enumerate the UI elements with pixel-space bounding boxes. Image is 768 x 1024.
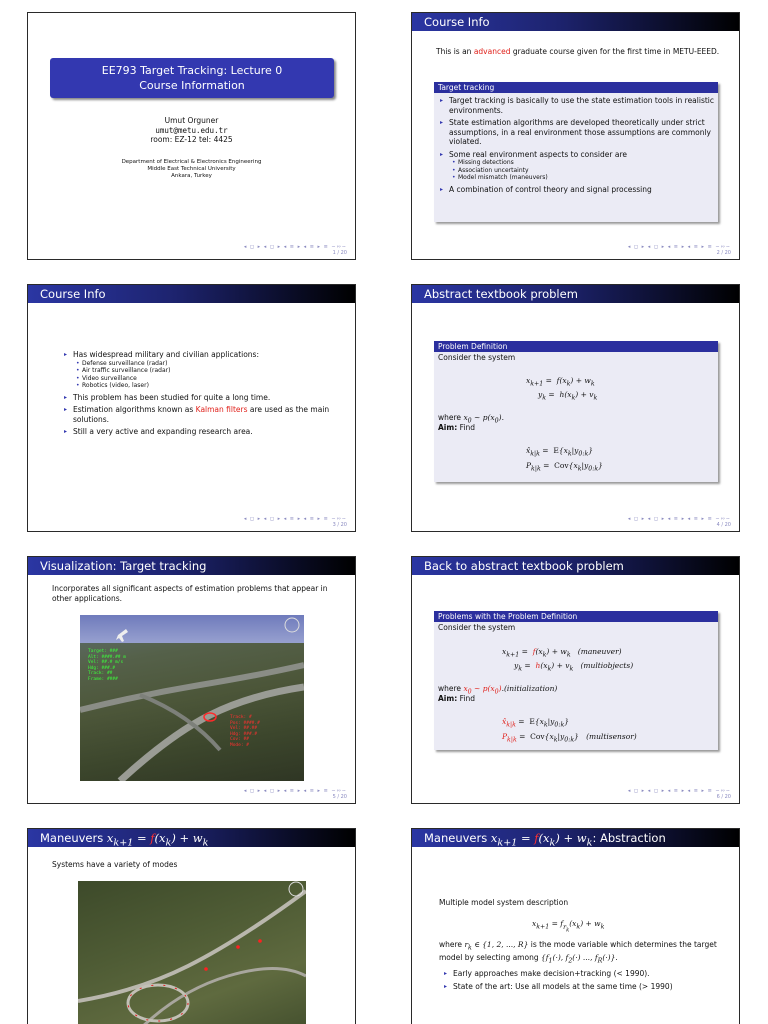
tracking-visualization-image [80, 615, 304, 781]
header-text: Maneuvers [40, 831, 104, 845]
covariance-equation: $P_{k|k} = Cov\{x_k|y_{0:k}\}$ [526, 461, 603, 473]
bullet-text: Has widespread military and civilian applications: [73, 350, 259, 359]
slide-header: Abstract textbook problem [412, 285, 739, 303]
block-title: Target tracking [434, 82, 718, 93]
block-title: Problems with the Problem Definition [434, 611, 718, 622]
bullet-item: ▸ State estimation algorithms are developed theoretically under strict assumptions, in a real environment those assumptions are commonly violated. [438, 118, 715, 147]
university: Middle East Technical University [147, 166, 236, 172]
city: Ankara, Turkey [171, 173, 212, 179]
sub-bullet-item: • Air traffic surveillance (radar) [73, 367, 342, 375]
sub-bullet-item: • Association uncertainty [449, 167, 715, 175]
bullet-item: ▸ A combination of control theory and signal processing [438, 185, 715, 195]
page-number: 5 / 20 [332, 794, 347, 800]
where-text-a: where [439, 940, 463, 949]
bullet-item: ▸ This problem has been studied for quite a long time. [62, 393, 342, 403]
measurement-equation: $y_k = h(x_k) + v_k$ [538, 390, 598, 402]
beamer-nav-icons[interactable]: ◂ ◻ ▸ ◂ ◻ ▸ ◂ ≡ ▸ ◂ ≡ ▸ ≡ ∽∾∽ [627, 516, 731, 522]
intro-text-a: This is an [436, 47, 474, 56]
problems-block [434, 611, 718, 750]
slide-2-course-info [411, 12, 740, 260]
beamer-nav-icons[interactable]: ◂ ◻ ▸ ◂ ◻ ▸ ◂ ≡ ▸ ◂ ≡ ▸ ≡ ∽∾∽ [243, 788, 347, 794]
covariance-equation: $P_{k|k} = Cov\{x_k|y_{0:k}\}$ (multisensor) [502, 732, 637, 744]
slide-6-back-to-problem [411, 556, 740, 804]
multisensor-note: (multisensor) [586, 732, 637, 741]
slide-7-maneuvers [27, 828, 356, 1024]
maneuver-aerial-image [78, 881, 306, 1024]
mode-variable-text: where $r_k$ ∈ {1, 2, ..., R} is the mode variable which determines the target model by selecting among {$f_1(\cdot)$, $f_2(\cdot)$ ..., $f_R(\cdot)$}. [439, 940, 717, 965]
intro-text: Incorporates all significant aspects of estimation problems that appear in other applications. [52, 584, 328, 603]
beamer-nav-icons[interactable]: ◂ ◻ ▸ ◂ ◻ ▸ ◂ ≡ ▸ ◂ ≡ ▸ ≡ ∽∾∽ [243, 516, 347, 522]
bullet-item: ▸ Still a very active and expanding research area. [62, 427, 342, 437]
bullet-list [438, 96, 715, 194]
bullet-list [442, 969, 732, 991]
slide-header: Maneuvers $x_{k+1} = f(x_k) + w_k$ [28, 829, 355, 847]
aim-label: Aim: [438, 423, 458, 432]
where-text-b: is the mode variable which determines the target model by selecting among [439, 940, 717, 962]
intro-highlight: advanced [473, 47, 511, 56]
slide-header: Course Info [412, 13, 739, 31]
sub-bullet-item: • Missing detections [449, 159, 715, 167]
slide-header: Maneuvers $x_{k+1} = f(x_k) + w_k$: Abstraction [412, 829, 739, 847]
slide-3-course-info [27, 284, 356, 532]
description-text: Multiple model system description [439, 898, 569, 907]
author-room: room: EZ-12 tel: 4425 [150, 135, 233, 144]
beamer-nav-icons[interactable]: ◂ ◻ ▸ ◂ ◻ ▸ ◂ ≡ ▸ ◂ ≡ ▸ ≡ ∽∾∽ [243, 244, 347, 250]
kalman-highlight: Kalman filters [195, 405, 248, 414]
prior-text: where $x_0$ ~ $p(x_0).(initialization)$ [438, 684, 558, 696]
where-text: where [438, 684, 462, 693]
bullet-text: Some real environment aspects to consider are [449, 149, 627, 159]
bullet-text-b: are used as the main solutions. [73, 405, 330, 424]
sub-bullet-item: • Video surveillance [73, 375, 342, 383]
sub-bullet-item: • Model mismatch (maneuvers) [449, 174, 715, 182]
aim-text [438, 423, 475, 433]
bullet-list [62, 350, 342, 437]
red-overlay-readout: Track: # Pos: ####.# Vel: ##.## Hdg: ###.# Cov: ## Mode: # [230, 715, 260, 748]
lecture-subtitle: Course Information [139, 79, 245, 92]
target-tracking-block [434, 82, 718, 222]
prior-text: where $x_0$ ~ $p(x_0)$. [438, 413, 504, 425]
slide-header: Course Info [28, 285, 355, 303]
terrain-drawing [80, 615, 304, 781]
maneuver-note: (maneuver) [577, 647, 622, 656]
slide-1-title [27, 12, 356, 260]
problem-definition-block [434, 341, 718, 482]
sub-bullet-item: • Defense surveillance (radar) [73, 360, 342, 368]
lecture-title: EE793 Target Tracking: Lecture 0 [101, 64, 283, 77]
bullet-item: ▸ State of the art: Use all models at the same time (> 1990) [442, 982, 732, 992]
beamer-nav-icons[interactable]: ◂ ◻ ▸ ◂ ◻ ▸ ◂ ≡ ▸ ◂ ≡ ▸ ≡ ∽∾∽ [627, 788, 731, 794]
measurement-equation: $y_k = h(x_k) + v_k$ (multiobjects) [514, 661, 634, 673]
find-text: Find [459, 694, 475, 703]
sub-bullet-list [449, 159, 715, 182]
sub-bullet-item: • Robotics (video, laser) [73, 382, 342, 390]
author-block [28, 116, 355, 145]
bullet-item: ▸ Target tracking is basically to use the state estimation tools in realistic environments. [438, 96, 715, 115]
block-title: Problem Definition [434, 341, 718, 352]
sub-bullet-list [73, 360, 342, 390]
estimate-equation: $x̂_{k|k} = E\{x_k|y_{0:k}\}$ [526, 446, 594, 458]
multiobjects-note: (multiobjects) [580, 661, 634, 670]
state-equation: $x_{k+1} = f(x_k) + w_k$ (maneuver) [502, 647, 622, 659]
department-block [28, 159, 355, 180]
intro-text-b: graduate course given for the first time in METU-EEED. [510, 47, 720, 56]
aim-text [438, 694, 475, 704]
estimate-equation: $x̂_{k|k} = E\{x_k|y_{0:k}\}$ [502, 717, 570, 729]
page-number: 2 / 20 [716, 250, 731, 256]
slide-header: Visualization: Target tracking [28, 557, 355, 575]
slide-5-visualization [27, 556, 356, 804]
green-overlay-readout: Target: ### Alt: ####.## m Vel: ##.# m/s Hdg: ###.# Track: ## Frame: #### [88, 649, 126, 682]
page-number: 4 / 20 [716, 522, 731, 528]
road-drawing [78, 881, 306, 1024]
slide-8-maneuvers-abstraction [411, 828, 740, 1024]
where-text: where [438, 413, 462, 422]
initialization-note: (initialization) [503, 684, 558, 693]
bullet-item: ▸ Early approaches make decision+tracking (< 1990). [442, 969, 732, 979]
bullet-item [62, 350, 342, 390]
page-number: 1 / 20 [332, 250, 347, 256]
page-number: 3 / 20 [332, 522, 347, 528]
consider-text: Consider the system [438, 623, 516, 632]
intro-text [436, 47, 721, 57]
bullet-item [438, 150, 715, 182]
author-email: umut@metu.edu.tr [155, 125, 228, 135]
consider-text: Consider the system [438, 353, 516, 362]
title-box [50, 58, 334, 98]
header-suffix: : Abstraction [592, 831, 666, 845]
multiple-model-equation: $x_{k+1} = f_{r_k}(x_k) + w_k$ [532, 919, 605, 933]
author-name: Umut Orguner [164, 116, 219, 125]
find-text: Find [459, 423, 475, 432]
bullet-text-a: Estimation algorithms known as [73, 405, 196, 414]
intro-text: Systems have a variety of modes [52, 860, 178, 869]
state-equation: $x_{k+1} = f(x_k) + w_k$ [526, 376, 595, 388]
beamer-nav-icons[interactable]: ◂ ◻ ▸ ◂ ◻ ▸ ◂ ≡ ▸ ◂ ≡ ▸ ≡ ∽∾∽ [627, 244, 731, 250]
slide-4-abstract-problem [411, 284, 740, 532]
slide-header: Back to abstract textbook problem [412, 557, 739, 575]
bullet-item [62, 405, 342, 424]
department: Department of Electrical & Electronics Engineering [121, 159, 262, 165]
page-number: 6 / 20 [716, 794, 731, 800]
aim-label: Aim: [438, 694, 458, 703]
